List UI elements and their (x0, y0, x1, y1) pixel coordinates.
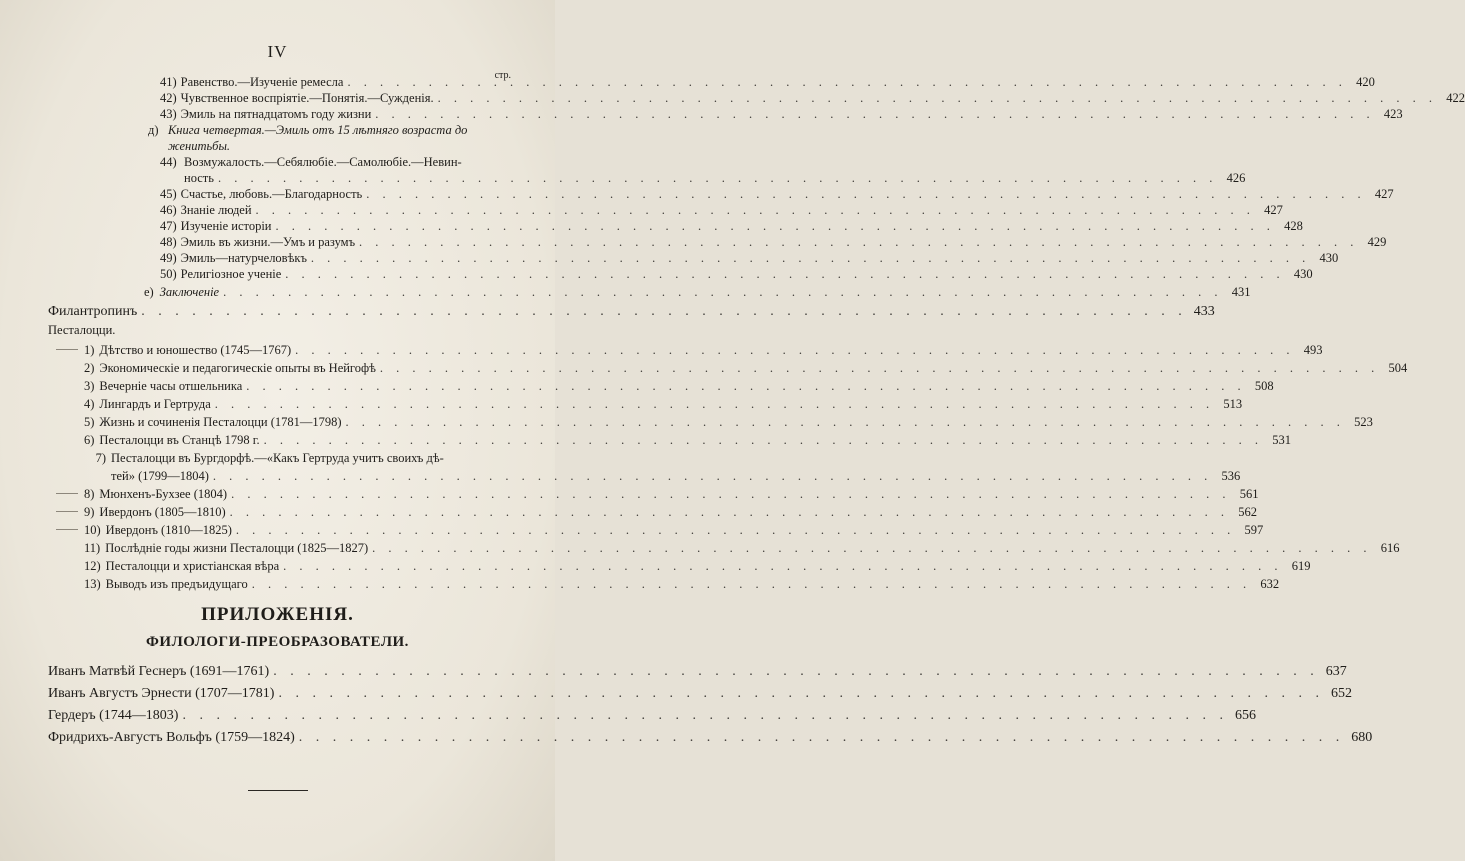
toc-entry (84, 342, 1323, 358)
entry-page: 423 (1383, 107, 1403, 121)
entry-page: 632 (1260, 577, 1280, 591)
toc-entry (84, 486, 1259, 502)
leader-dots (299, 730, 1345, 746)
leader-dots (141, 304, 1187, 320)
entry-number: 43) (160, 107, 177, 121)
leader-dots (346, 414, 1345, 430)
entry-title: Равенство.—Изученіе ремесла (180, 75, 344, 89)
entry-page: 561 (1239, 487, 1259, 501)
entry-title: Ивердонъ (1805—1810) (99, 505, 226, 519)
entry-number: 45) (160, 187, 177, 201)
entry-number: 2) (84, 361, 95, 375)
toc-entry (48, 686, 1352, 702)
leader-dots (372, 540, 1371, 556)
appendix-title: ПРИЛОЖЕНІЯ. (201, 604, 354, 625)
toc-entry (160, 266, 1313, 282)
toc-entry (84, 378, 1274, 394)
margin-dash (56, 511, 78, 512)
entry-title: Иванъ Матвѣй Геснеръ (1691—1761) (48, 664, 270, 679)
entry-title-line2: ность (184, 171, 214, 185)
toc-entry (48, 708, 1256, 724)
page-roman-numeral: IV (267, 42, 288, 61)
toc-entry (48, 730, 1373, 746)
entry-number: 46) (160, 203, 177, 217)
margin-dash (56, 349, 78, 350)
entry-number: 5) (84, 415, 95, 429)
entry-number: 41) (160, 75, 177, 89)
entry-number: 44) (160, 155, 177, 169)
entry-title: Филантропинъ (48, 304, 138, 319)
toc-entry (84, 432, 1291, 448)
entry-title: Эмиль въ жизни.—Умъ и разумъ (180, 235, 356, 249)
entry-number: 49) (160, 251, 177, 265)
entry-title: Лингардъ и Гертруда (99, 397, 211, 411)
section-d-title-line2: женитьбы. (168, 139, 231, 153)
leader-dots (236, 522, 1235, 538)
toc-entry (160, 250, 1339, 266)
leader-dots (283, 558, 1282, 574)
entry-title: Вечерніе часы отшельника (99, 379, 243, 393)
leader-dots (276, 218, 1275, 234)
leader-dots (213, 468, 1212, 484)
entry-number: 11) (84, 541, 101, 555)
leader-dots (375, 106, 1374, 122)
entry-page: 619 (1291, 559, 1311, 573)
entry-number: 13) (84, 577, 101, 591)
entry-page: 427 (1374, 187, 1394, 201)
entry-title: Изученіе исторіи (180, 219, 272, 233)
leader-dots (215, 396, 1214, 412)
entry-number: 12) (84, 559, 101, 573)
toc-entry (84, 540, 1400, 556)
closing-rule (248, 790, 308, 791)
toc-entry (48, 664, 1347, 680)
entry-title: Счастье, любовь.—Благодарность (180, 187, 363, 201)
entry-title-line2: тей» (1799—1804) (111, 469, 209, 483)
entry-title: Гердеръ (1744—1803) (48, 708, 179, 723)
entry-page: 427 (1264, 203, 1283, 217)
entry-title: Жизнь и сочиненія Песталоцци (1781—1798) (99, 415, 342, 429)
entry-page: 523 (1354, 415, 1373, 429)
entry-number: 3) (84, 379, 95, 393)
leader-dots (295, 342, 1294, 358)
entry-number: 4) (84, 397, 95, 411)
entry-number: 1) (84, 343, 95, 357)
page-column-label: стр. (494, 70, 511, 81)
entry-page: 426 (1226, 171, 1246, 185)
entry-title: Выводъ изъ предъидущаго (105, 577, 248, 591)
entry-title: Заключеніе (159, 285, 220, 299)
entry-page: 431 (1231, 285, 1251, 299)
entry-number: 10) (84, 523, 101, 537)
leader-dots (359, 234, 1358, 250)
leader-dots (256, 202, 1255, 218)
entry-number: 6) (84, 433, 95, 447)
section-heading-pestalozzi: Песталоцци. (48, 323, 116, 337)
toc-entry (160, 90, 1465, 106)
entry-page: 422 (1446, 91, 1465, 105)
toc-entry (84, 558, 1311, 574)
entry-title: Эмиль на пятнадцатомъ году жизни (180, 107, 372, 121)
entry-page: 504 (1388, 361, 1408, 375)
leader-dots (182, 708, 1228, 724)
entry-number: 9) (84, 505, 95, 519)
entry-title: Религіозное ученіе (180, 267, 282, 281)
entry-title: Фридрихъ-Августъ Вольфъ (1759—1824) (48, 730, 295, 745)
toc-entry (160, 186, 1394, 202)
entry-title: Чувственное воспріятіе.—Понятія.—Сужденія. (180, 91, 434, 105)
entry-page: 428 (1284, 219, 1303, 233)
entry-title: Дѣтство и юношество (1745—1767) (99, 343, 292, 357)
entry-page: 637 (1325, 664, 1347, 679)
section-d-title-line1: Книга четвертая.—Эмиль отъ 15 лѣтняго возраста до (168, 123, 468, 137)
toc-entry (48, 304, 1215, 320)
leader-dots (231, 486, 1230, 502)
entry-number: 7) (95, 451, 106, 465)
entry-title-line1: Песталоцци въ Бургдорфѣ.—«Какъ Гертруда учитъ своихъ дѣ- (111, 451, 444, 465)
entry-page: 562 (1238, 505, 1257, 519)
toc-entry (84, 396, 1243, 412)
appendix-subtitle: ФИЛОЛОГИ-ПРЕОБРАЗОВАТЕЛИ. (146, 634, 409, 650)
entry-page: 430 (1293, 267, 1313, 281)
entry-title: Знаніе людей (180, 203, 252, 217)
leader-dots (252, 576, 1251, 592)
entry-number: 42) (160, 91, 177, 105)
toc-entry (84, 414, 1373, 430)
leader-dots (246, 378, 1245, 394)
leader-dots (273, 664, 1319, 680)
entry-page: 513 (1223, 397, 1243, 411)
entry-title: Иванъ Августъ Эрнести (1707—1781) (48, 686, 275, 701)
toc-entry (160, 234, 1387, 250)
entry-page: 536 (1221, 469, 1241, 483)
toc-entry (84, 360, 1408, 376)
entry-page: 429 (1367, 235, 1387, 249)
toc-entry (160, 218, 1303, 234)
entry-page: 430 (1319, 251, 1339, 265)
toc-entry (160, 202, 1283, 218)
margin-dash (56, 529, 78, 530)
entry-number: 8) (84, 487, 95, 501)
entry-number: 47) (160, 219, 177, 233)
leader-dots (230, 504, 1229, 520)
leader-dots (347, 74, 1346, 90)
entry-page: 531 (1272, 433, 1291, 447)
toc-entry (144, 284, 1251, 300)
margin-dash (56, 493, 78, 494)
entry-title: Ивердонъ (1810—1825) (105, 523, 232, 537)
entry-number: е) (144, 285, 154, 299)
entry-title: Песталоцци и христіанская вѣра (105, 559, 280, 573)
section-d-label: д) (148, 123, 159, 137)
entry-page: 680 (1351, 730, 1373, 745)
entry-page: 656 (1234, 708, 1256, 723)
leader-dots (311, 250, 1310, 266)
toc-entry (84, 504, 1257, 520)
entry-title-line1: Возмужалость.—Себялюбіе.—Самолюбіе.—Невин- (184, 155, 462, 169)
leader-dots (380, 360, 1379, 376)
toc-entry (111, 468, 1241, 484)
entry-title: Послѣдніе годы жизни Песталоцци (1825—1827) (105, 541, 369, 555)
entry-title: Песталоцци въ Станцѣ 1798 г. (99, 433, 260, 447)
leader-dots (218, 170, 1217, 186)
leader-dots (285, 266, 1284, 282)
toc-entry (84, 522, 1264, 538)
entry-page: 433 (1193, 304, 1215, 319)
entry-title: Эмиль—натурчеловѣкъ (180, 251, 307, 265)
entry-number: 48) (160, 235, 177, 249)
leader-dots (438, 90, 1437, 106)
entry-page: 597 (1244, 523, 1264, 537)
entry-page: 493 (1303, 343, 1323, 357)
leader-dots (264, 432, 1263, 448)
leader-dots (223, 284, 1222, 300)
toc-entry (160, 106, 1403, 122)
entry-title: Мюнхенъ-Бухзее (1804) (99, 487, 228, 501)
entry-title: Экономическіе и педагогическіе опыты въ Нейгофѣ (99, 361, 376, 375)
entry-page: 652 (1330, 686, 1352, 701)
entry-number: 50) (160, 267, 177, 281)
toc-entry (184, 170, 1246, 186)
entry-page: 616 (1380, 541, 1400, 555)
leader-dots (366, 186, 1365, 202)
leader-dots (278, 686, 1324, 702)
toc-entry (84, 576, 1280, 592)
entry-page: 420 (1356, 75, 1375, 89)
entry-page: 508 (1254, 379, 1274, 393)
